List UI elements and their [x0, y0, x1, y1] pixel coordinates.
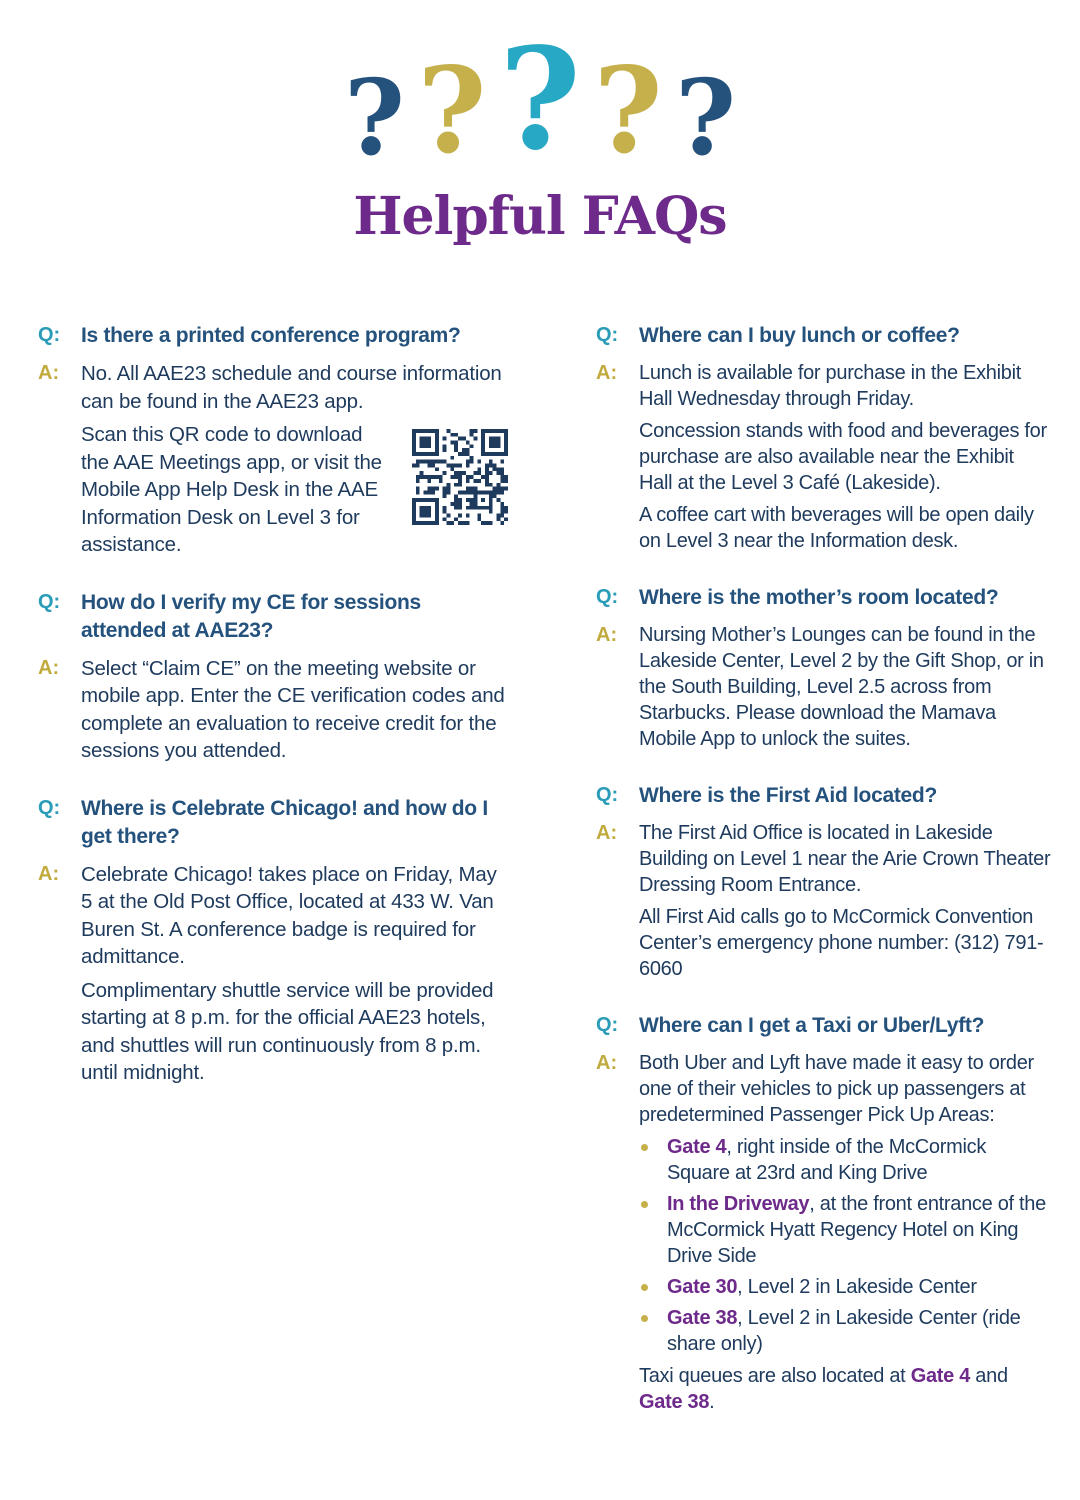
taxi-text: Taxi queues are also located at: [639, 1365, 911, 1387]
faq-item-celebrate-chicago: [38, 795, 508, 1093]
a-label: A:: [38, 362, 60, 384]
q-label: Q:: [596, 1014, 619, 1036]
q-label: Q:: [596, 784, 619, 806]
faq-answer: [639, 622, 1052, 758]
taxi-queue-note: [639, 1363, 1052, 1415]
question-mark-icon: ?: [675, 56, 736, 179]
faq-item-printed-program: [38, 322, 508, 565]
answer-paragraph: The First Aid Office is located in Lakeside Building on Level 1 near the Arie Crown Theater Dressing Room Entrance.: [639, 822, 1051, 896]
answer-paragraph: Celebrate Chicago! takes place on Friday, May 5 at the Old Post Office, located at 433 W. Van Buren St. A conference badge is required for admittance.: [81, 862, 497, 968]
answer-paragraph: Select “Claim CE” on the meeting website or mobile app. Enter the CE verification codes and complete an evaluation to receive credit for the sessions you attended.: [81, 656, 505, 762]
taxi-text: .: [709, 1391, 715, 1413]
faq-answer: [81, 861, 508, 1093]
answer-paragraph: Both Uber and Lyft have made it easy to order one of their vehicles to pick up passengers at predetermined Passenger Pick Up Areas:: [639, 1052, 1034, 1126]
question-mark-icon: ?: [417, 41, 487, 180]
bullet-icon: [641, 1315, 648, 1322]
answer-paragraph: All First Aid calls go to McCormick Convention Center’s emergency phone number: (312) 791-6060: [639, 906, 1044, 980]
faq-answer: [639, 360, 1052, 560]
faq-item-lunch-coffee: [596, 322, 1052, 560]
faq-item-first-aid: [596, 782, 1052, 988]
faq-item-taxi-uber: [596, 1012, 1052, 1421]
faq-question: Where can I buy lunch or coffee?: [639, 324, 960, 347]
q-label: Q:: [38, 324, 61, 346]
faq-column-left: [38, 322, 508, 1117]
list-item: [639, 1134, 1052, 1186]
a-label: A:: [596, 822, 618, 844]
faq-question: How do I verify my CE for sessions attended at AAE23?: [81, 590, 421, 642]
list-item: [639, 1191, 1052, 1269]
gate-name: Gate 38: [667, 1307, 738, 1329]
gate-description: , Level 2 in Lakeside Center (ride share only): [667, 1307, 1021, 1355]
qr-block: [81, 421, 508, 565]
q-label: Q:: [38, 590, 61, 613]
q-label: Q:: [596, 586, 619, 608]
gate-description: , right inside of the McCormick Square at 23rd and King Drive: [667, 1136, 987, 1184]
answer-paragraph: Complimentary shuttle service will be provided starting at 8 p.m. for the official AAE23 hotels, and shuttles will run continuously from 8 p.m. until midnight.: [81, 978, 494, 1084]
faq-answer: [639, 820, 1052, 988]
a-label: A:: [596, 1052, 618, 1074]
bullet-icon: [641, 1201, 648, 1208]
answer-paragraph: Concession stands with food and beverages for purchase are also available near the Exhibit Hall at the Level 3 Café (Lakeside).: [639, 420, 1047, 494]
faq-question: Where can I get a Taxi or Uber/Lyft?: [639, 1014, 985, 1037]
question-mark-icon: ?: [498, 18, 582, 182]
faq-question: Where is Celebrate Chicago! and how do I get there?: [81, 796, 488, 848]
faq-answer: [639, 1050, 1052, 1421]
faq-column-right: [596, 322, 1052, 1445]
gate-name: Gate 4: [667, 1136, 727, 1158]
taxi-text: and: [970, 1365, 1008, 1387]
list-item: [639, 1274, 1052, 1300]
pickup-area-list: [639, 1134, 1052, 1357]
page-title: Helpful FAQs: [353, 186, 727, 247]
answer-paragraph: Scan this QR code to download the AAE Meetings app, or visit the Mobile App Help Desk in the AAE Information Desk on Level 3 for assistance.: [81, 423, 382, 556]
faq-question: Is there a printed conference program?: [81, 324, 461, 347]
gate-description: , at the front entrance of the McCormick Hyatt Regency Hotel on King Drive Side: [667, 1193, 1046, 1267]
question-mark-icon: ?: [344, 56, 405, 179]
bullet-icon: [641, 1144, 648, 1151]
faq-question: Where is the First Aid located?: [639, 784, 937, 807]
faq-answer: [81, 360, 508, 565]
a-label: A:: [596, 362, 618, 384]
bullet-icon: [641, 1284, 648, 1291]
gate-name: Gate 38: [639, 1391, 710, 1413]
q-label: Q:: [596, 324, 619, 346]
gate-name: Gate 30: [667, 1276, 738, 1298]
question-marks-graphic: [0, 18, 1080, 182]
faq-answer: [81, 655, 508, 771]
answer-paragraph: Nursing Mother’s Lounges can be found in the Lakeside Center, Level 2 by the Gift Shop, or in the South Building, Level 2.5 across from Starbucks. Please download the Mamava Mobile App to unlock the suites.: [639, 624, 1044, 750]
answer-paragraph: A coffee cart with beverages will be open daily on Level 3 near the Information desk.: [639, 504, 1034, 552]
faq-item-mothers-room: [596, 584, 1052, 758]
gate-name: Gate 4: [910, 1365, 971, 1387]
faq-question: Where is the mother’s room located?: [639, 586, 999, 609]
qr-code-icon: [412, 429, 508, 525]
answer-paragraph: No. All AAE23 schedule and course information can be found in the AAE23 app.: [81, 362, 502, 413]
a-label: A:: [38, 656, 60, 679]
answer-paragraph: Lunch is available for purchase in the Exhibit Hall Wednesday through Friday.: [639, 362, 1021, 410]
a-label: A:: [596, 624, 618, 646]
faq-item-verify-ce: [38, 589, 508, 771]
list-item: [639, 1305, 1052, 1357]
gate-description: , Level 2 in Lakeside Center: [737, 1276, 977, 1298]
question-mark-icon: ?: [593, 41, 663, 180]
gate-name: In the Driveway: [667, 1193, 810, 1215]
q-label: Q:: [38, 796, 61, 819]
a-label: A:: [38, 862, 60, 885]
